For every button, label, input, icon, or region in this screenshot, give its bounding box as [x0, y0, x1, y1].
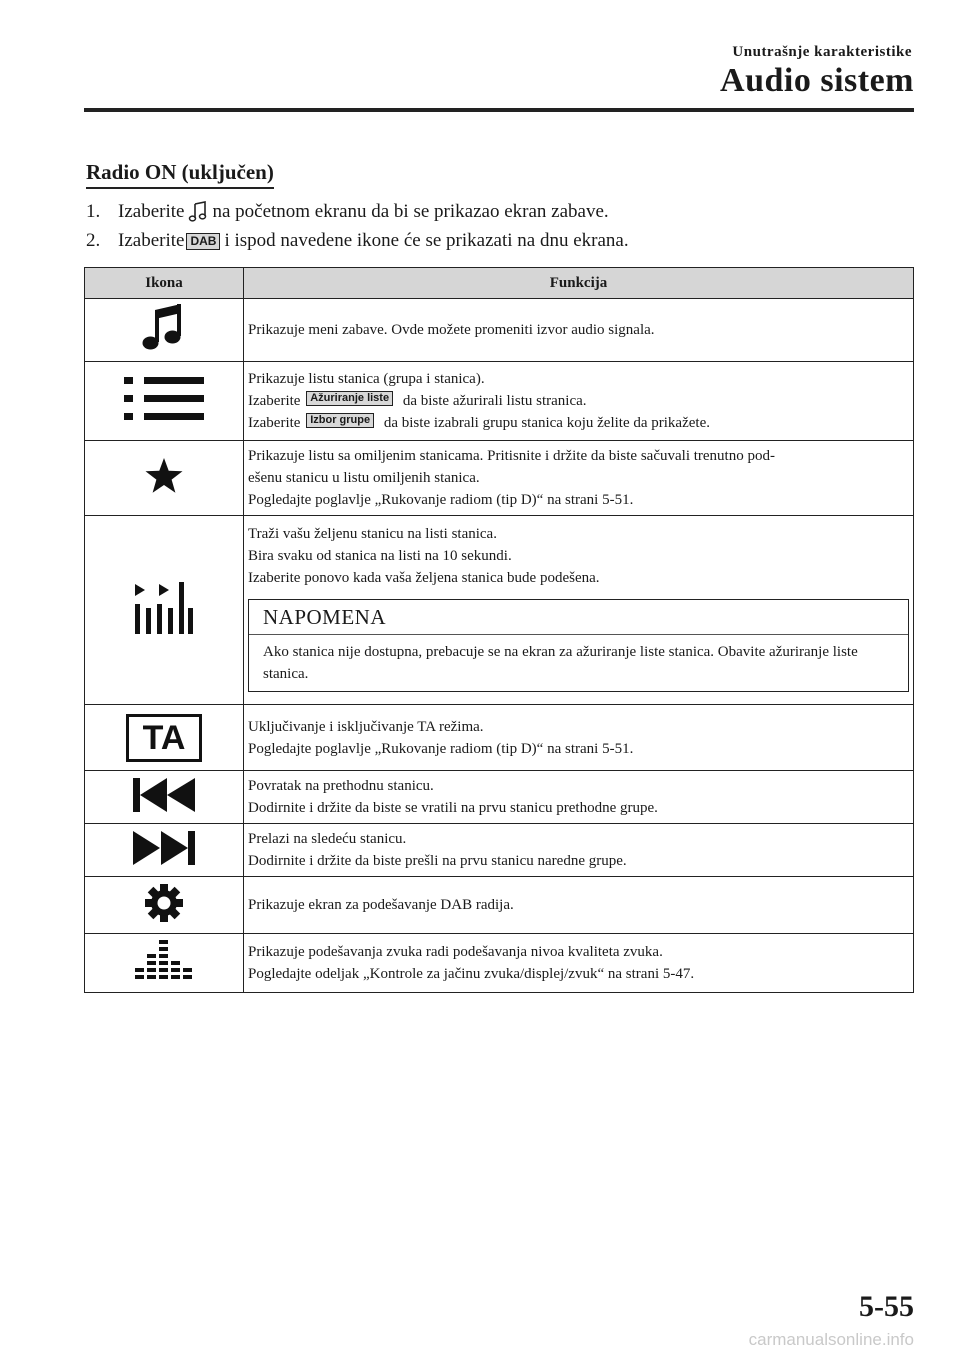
step-text-post: na početnom ekranu da bi se prikazao ekran zabave.	[212, 201, 609, 222]
list-icon[interactable]	[124, 375, 204, 423]
function-text: Prikazuje listu sa omiljenim stanicama. Pritisnite i držite da biste sačuvali trenutno pod-	[248, 448, 775, 464]
group-select-button[interactable]: Izbor grupe	[306, 413, 374, 428]
function-text-post: da biste ažurirali listu stranica.	[402, 393, 587, 409]
step-text-post: i ispod navedene ikone će se prikazati na dnu ekrana.	[224, 230, 629, 251]
function-text: Bira svaku od stanica na listi na 10 sekundi.	[248, 547, 512, 564]
skip-forward-icon[interactable]	[133, 831, 195, 865]
table-row	[85, 441, 914, 516]
table-header-row	[85, 268, 914, 299]
page-title: Audio sistem	[720, 62, 914, 99]
icon-cell	[85, 934, 244, 993]
star-icon[interactable]	[144, 456, 184, 496]
music-note-icon	[188, 201, 208, 223]
function-text: Prelazi na sledeću stanicu.	[248, 831, 407, 847]
ta-icon-label: TA	[142, 718, 186, 757]
function-text	[248, 412, 909, 434]
scan-icon[interactable]	[135, 582, 193, 634]
function-cell	[244, 441, 914, 516]
step-text-pre: Izaberite	[118, 201, 185, 222]
function-text	[248, 390, 909, 412]
function-cell	[244, 877, 914, 934]
page-number: 5-55	[859, 1290, 914, 1323]
header-rule	[84, 108, 914, 112]
function-text: Prikazuje meni zabave. Ovde možete promeniti izvor audio signala.	[248, 322, 655, 338]
function-cell	[244, 824, 914, 877]
function-text: Dodirnite i držite da biste se vratili na prvu stanicu prethodne grupe.	[248, 800, 658, 816]
update-list-button[interactable]: Ažuriranje liste	[306, 391, 393, 406]
function-text: Traži vašu željenu stanicu na listi stanica.	[248, 525, 497, 542]
table-row	[85, 934, 914, 993]
equalizer-icon[interactable]	[135, 940, 193, 982]
col-header-icon: Ikona	[85, 268, 244, 299]
icon-cell	[85, 441, 244, 516]
table-row	[85, 771, 914, 824]
note-body: Ako stanica nije dostupna, prebacuje se na ekran za ažuriranje liste stanica. Obavite ažuriranje liste stanica.	[263, 643, 858, 682]
function-text: Prikazuje listu stanica (grupa i stanica).	[248, 371, 485, 387]
icon-cell	[85, 362, 244, 441]
function-cell	[244, 771, 914, 824]
table-row	[85, 824, 914, 877]
function-text: Pogledajte poglavlje „Rukovanje radiom (tip D)“ na strani 5-51.	[248, 740, 634, 757]
note-title: NAPOMENA	[249, 600, 908, 635]
function-text-post: da biste izabrali grupu stanica koju želite da prikažete.	[383, 415, 710, 431]
table-row	[85, 362, 914, 441]
function-text: Pogledajte odeljak „Kontrole za jačinu zvuka/displej/zvuk“ na strani 5-47.	[248, 966, 695, 982]
icon-function-table	[84, 267, 914, 993]
function-text: Pogledajte poglavlje „Rukovanje radiom (tip D)“ na strani 5-51.	[248, 492, 634, 508]
function-text-pre: Izaberite	[248, 415, 301, 431]
dab-button[interactable]: DAB	[186, 233, 220, 250]
icon-cell	[85, 299, 244, 362]
music-note-icon[interactable]	[141, 302, 187, 354]
function-cell	[244, 934, 914, 993]
function-text: Prikazuje podešavanja zvuka radi podešavanja nivoa kvaliteta zvuka.	[248, 944, 663, 960]
note-box	[248, 599, 909, 692]
chapter-label: Unutrašnje karakteristike	[732, 44, 912, 60]
function-text: Izaberite ponovo kada vaša željena stanica bude podešena.	[248, 569, 600, 586]
step-number: 2.	[86, 230, 101, 251]
table-row	[85, 877, 914, 934]
gear-icon[interactable]	[144, 883, 184, 923]
function-text: Prikazuje ekran za podešavanje DAB radija.	[248, 897, 514, 913]
table-row	[85, 516, 914, 705]
function-text: Povratak na prethodnu stanicu.	[248, 778, 434, 794]
function-text: Dodirnite i držite da biste prešli na prvu stanicu naredne grupe.	[248, 853, 627, 869]
function-cell	[244, 705, 914, 771]
section-title: Radio ON (uključen)	[86, 160, 274, 189]
col-header-function: Funkcija	[244, 268, 914, 299]
ta-icon[interactable]	[126, 714, 202, 762]
function-cell	[244, 299, 914, 362]
step-text-pre: Izaberite	[118, 230, 185, 251]
function-cell	[244, 362, 914, 441]
skip-back-icon[interactable]	[133, 778, 195, 812]
icon-cell	[85, 516, 244, 705]
table-row	[85, 705, 914, 771]
step-2	[86, 230, 629, 252]
icon-cell	[85, 824, 244, 877]
function-cell	[244, 516, 914, 705]
icon-cell	[85, 771, 244, 824]
icon-cell	[85, 877, 244, 934]
function-text: ešenu stanicu u listu omiljenih stanica.	[248, 470, 480, 486]
step-1	[86, 201, 609, 223]
step-number: 1.	[86, 201, 101, 222]
icon-cell	[85, 705, 244, 771]
function-text: Uključivanje i isključivanje TA režima.	[248, 718, 484, 735]
watermark: carmanualsonline.info	[748, 1330, 914, 1349]
table-row	[85, 299, 914, 362]
function-text-pre: Izaberite	[248, 393, 301, 409]
